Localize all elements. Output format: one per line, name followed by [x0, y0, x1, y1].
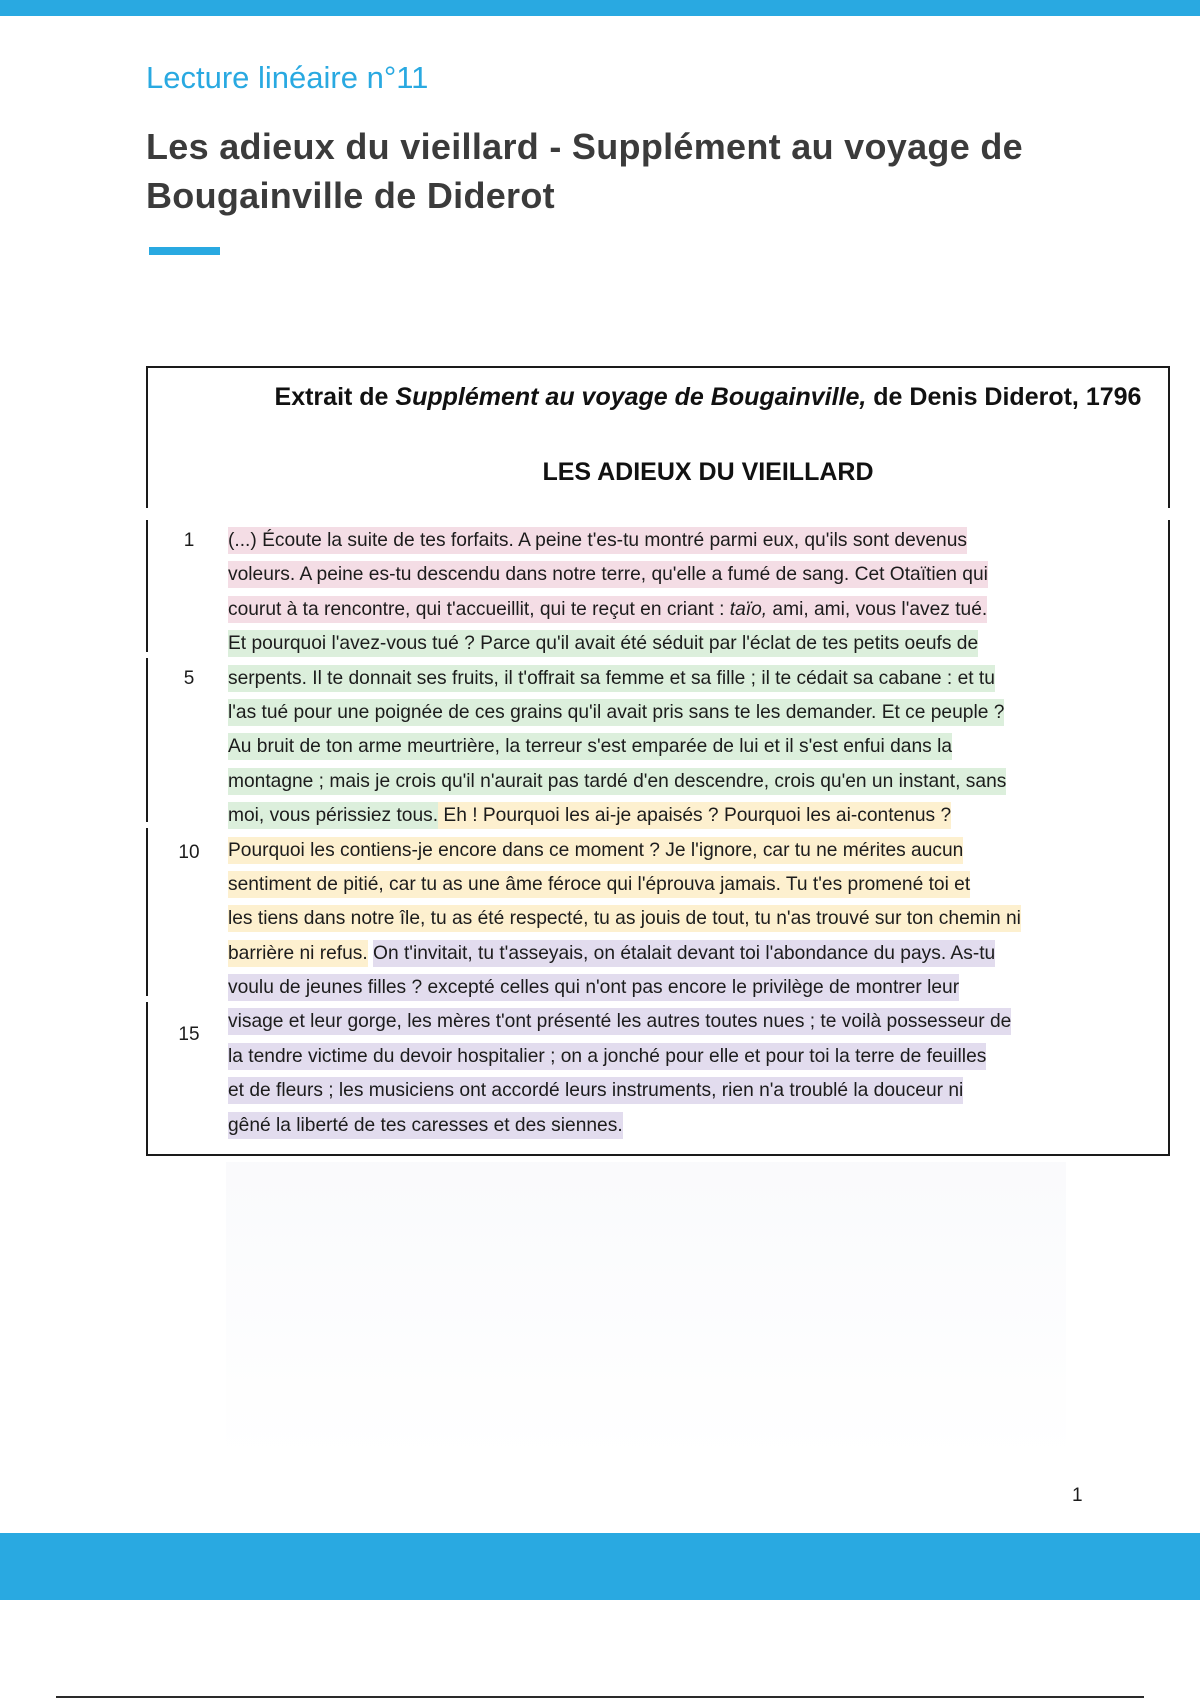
- text-line: [228, 937, 1168, 971]
- text-line: [228, 696, 1168, 730]
- text-line: [228, 558, 1168, 592]
- line-number: 1: [183, 530, 195, 551]
- text-line: [228, 799, 1168, 833]
- text-segment: gêné la liberté de tes caresses et des siennes.: [228, 1112, 623, 1139]
- line-number: 10: [178, 842, 200, 863]
- bottom-rule: [56, 1696, 1144, 1698]
- text-segment: Pourquoi les contiens-je encore dans ce moment ? Je l'ignore, car tu ne mérites aucun: [228, 837, 963, 864]
- text-line: [228, 834, 1168, 868]
- text-line: [228, 1074, 1168, 1108]
- excerpt-title-author: de Denis Diderot, 1796: [866, 383, 1142, 411]
- text-segment: visage et leur gorge, les mères t'ont présenté les autres toutes nues ; te voilà possesseur de: [228, 1008, 1011, 1035]
- border-gap: [146, 508, 149, 520]
- text-segment: courut à ta rencontre, qui t'accueillit, qui te reçut en criant :: [228, 596, 730, 623]
- text-line: [228, 1005, 1168, 1039]
- excerpt-box: [146, 366, 1170, 1156]
- text-segment: voulu de jeunes filles ? excepté celles qui n'ont pas encore le privilège de montrer leur: [228, 974, 959, 1001]
- border-gap: [146, 822, 149, 828]
- document-subtitle: Lecture linéaire n°11: [146, 60, 429, 95]
- text-line: [228, 662, 1168, 696]
- line-number: 5: [183, 668, 195, 689]
- border-gap: [146, 652, 149, 658]
- text-segment: moi, vous périssiez tous.: [228, 802, 438, 829]
- text-segment: serpents. Il te donnait ses fruits, il t'offrait sa femme et sa fille ; il te cédait sa cabane : et tu: [228, 665, 995, 692]
- bottom-accent-band: [0, 1533, 1200, 1600]
- text-segment: l'as tué pour une poignée de ces grains qu'il avait pris sans te les demander. Et ce peuple ?: [228, 699, 1004, 726]
- text-segment: On t'invitait, tu t'asseyais, on étalait devant toi l'abondance du pays. As-tu: [373, 940, 995, 967]
- text-line: [228, 593, 1168, 627]
- text-line: [228, 902, 1168, 936]
- text-line: [228, 730, 1168, 764]
- text-segment: ami, ami, vous l'avez tué.: [767, 596, 987, 623]
- document-title: Les adieux du vieillard - Supplément au voyage de Bougainville de Diderot: [146, 126, 1023, 216]
- text-segment: Au bruit de ton arme meurtrière, la terreur s'est emparée de lui et il s'est enfui dans la: [228, 733, 952, 760]
- text-segment: (...) Écoute la suite de tes forfaits. A peine t'es-tu montré parmi eux, qu'ils sont devenus: [228, 527, 967, 554]
- text-segment: la tendre victime du devoir hospitalier ; on a jonché pour elle et pour toi la terre de feuilles: [228, 1043, 986, 1070]
- excerpt-title: [248, 380, 1168, 414]
- excerpt-text: [228, 524, 1168, 1143]
- text-line: [228, 868, 1168, 902]
- text-segment: et de fleurs ; les musiciens ont accordé leurs instruments, rien n'a troublé la douceur ni: [228, 1077, 963, 1104]
- accent-underline: [149, 247, 220, 255]
- text-segment: Eh ! Pourquoi les ai-je apaisés ? Pourquoi les ai-contenus ?: [438, 802, 951, 829]
- text-segment: voleurs. A peine es-tu descendu dans notre terre, qu'elle a fumé de sang. Cet Otaïtien qui: [228, 561, 988, 588]
- top-accent-bar: [0, 0, 1200, 16]
- faded-background: [226, 1162, 1066, 1462]
- text-line: [228, 971, 1168, 1005]
- text-segment: montagne ; mais je crois qu'il n'aurait pas tardé d'en descendre, crois qu'en un instant, sans: [228, 768, 1006, 795]
- border-gap: [1167, 508, 1170, 520]
- text-line: [228, 627, 1168, 661]
- text-segment: barrière ni refus.: [228, 940, 368, 967]
- text-segment: Et pourquoi l'avez-vous tué ? Parce qu'il avait été séduit par l'éclat de tes petits oeufs de: [228, 630, 978, 657]
- text-line: [228, 765, 1168, 799]
- text-line: [228, 1040, 1168, 1074]
- excerpt-title-work: Supplément au voyage de Bougainville,: [395, 383, 867, 411]
- text-segment: les tiens dans notre île, tu as été respecté, tu as jouis de tout, tu n'as trouvé sur ton chemin ni: [228, 905, 1021, 932]
- text-segment: taïo,: [730, 596, 767, 623]
- excerpt-heading: LES ADIEUX DU VIEILLARD: [542, 458, 874, 486]
- line-number: 15: [178, 1024, 200, 1045]
- text-segment: sentiment de pitié, car tu as une âme féroce qui l'éprouva jamais. Tu t'es promené toi et: [228, 871, 970, 898]
- excerpt-title-prefix: Extrait de: [274, 383, 396, 411]
- page-number: 1: [1072, 1485, 1083, 1506]
- text-line: [228, 524, 1168, 558]
- border-gap: [146, 996, 149, 1002]
- text-line: [228, 1109, 1168, 1143]
